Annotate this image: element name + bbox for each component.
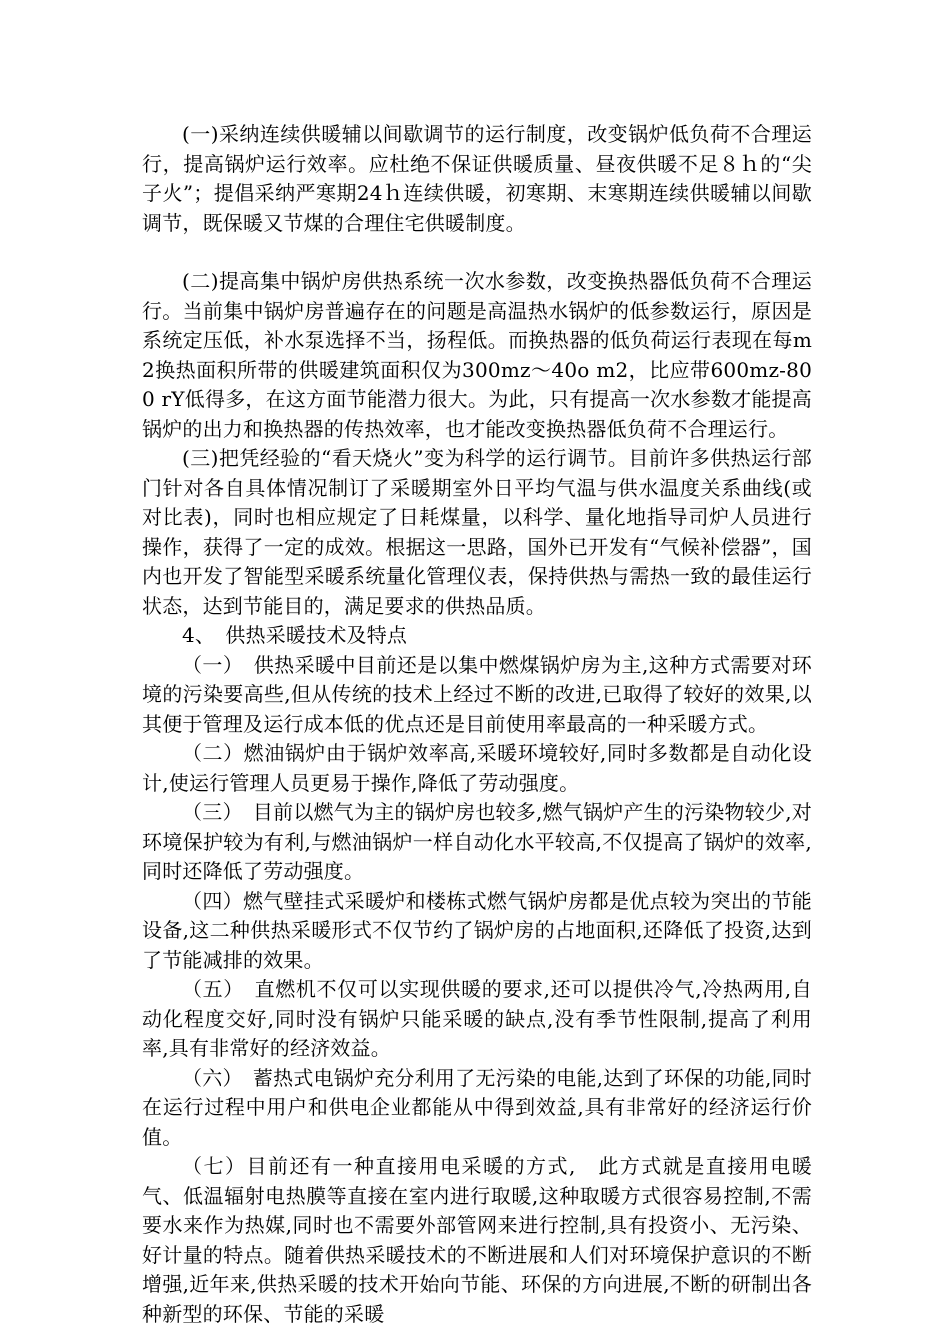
paragraph-direct-electric-heating: （七）目前还有一种直接用电采暖的方式, 此方式就是直接用电暖气、低温辐射电热膜等直接在室内进行取暖,这种取暖方式很容易控制,不需要水来作为热媒,同时也不需要外部管网来进行控制,具有投资小、无污染、好计量的特点。随着供热采暖技术的不断进展和人们对环境保护意识的不断增强,近年来,供热采暖的技术开始向节能、环保的方向进展,不断的研制出各种新型的环保、节能的采暖 <box>142 1154 812 1326</box>
paragraph-direct-fired-machine: （五） 直燃机不仅可以实现供暖的要求,还可以提供冷气,冷热两用,自动化程度交好,同时没有锅炉只能采暖的缺点,没有季节性限制,提高了利用率,具有非常好的经济效益。 <box>142 977 812 1060</box>
section-heading-heating-technology: 4、 供热采暖技术及特点 <box>182 623 408 647</box>
paragraph-coal-boiler: （一） 供热采暖中目前还是以集中燃煤锅炉房为主,这种方式需要对环境的污染要高些,但从传统的技术上经过不断的改进,已取得了较好的效果,以其便于管理及运行成本低的优点还是目前使用率最高的一种采暖方式。 <box>142 652 812 736</box>
document-body <box>142 120 812 1329</box>
paragraph-continuous-heating: (一)采纳连续供暖辅以间歇调节的运行制度，改变锅炉低负荷不合理运行，提高锅炉运行效率。应杜绝不保证供暖质量、昼夜供暖不足８ｈ的“尖子火”；提倡采纳严寒期24ｈ连续供暖，初寒期、末寒期连续供暖辅以间歇调节，既保暖又节煤的合理住宅供暖制度。 <box>142 122 812 235</box>
paragraph-primary-water-parameters: (二)提高集中锅炉房供热系统一次水参数，改变换热器低负荷不合理运行。当前集中锅炉房普遍存在的问题是高温热水锅炉的低参数运行，原因是系统定压低，补水泵选择不当，扬程低。而换热器的低负荷运行表现在每m2换热面积所带的供暖建筑面积仅为300mz～40o m2，比应带600mz-800 rY低得多，在这方面节能潜力很大。为此，只有提高一次水参数才能提高锅炉的出力和换热器的传热效率，也才能改变换热器低负荷不合理运行。 <box>142 269 812 441</box>
paragraph-scientific-regulation: (三)把凭经验的“看天烧火”变为科学的运行调节。目前许多供热运行部门针对各自具体情况制订了采暖期室外日平均气温与供水温度关系曲线(或对比表)，同时也相应规定了日耗煤量，以科学、量化地指导司炉人员进行操作，获得了一定的成效。根据这一思路，国外已开发有“气候补偿器”，国内也开发了智能型采暖系统量化管理仪表，保持供热与需热一致的最佳运行状态，达到节能目的，满足要求的供热品质。 <box>142 446 812 618</box>
paragraph-wall-hung-boiler: （四）燃气壁挂式采暖炉和楼栋式燃气锅炉房都是优点较为突出的节能设备,这二种供热采暖形式不仅节约了锅炉房的占地面积,还降低了投资,达到了节能减排的效果。 <box>142 888 812 972</box>
paragraph-oil-boiler: （二）燃油锅炉由于锅炉效率高,采暖环境较好,同时多数都是自动化设计,使运行管理人员更易于操作,降低了劳动强度。 <box>142 741 812 795</box>
paragraph-thermal-storage-boiler: （六） 蓄热式电锅炉充分利用了无污染的电能,达到了环保的功能,同时在运行过程中用户和供电企业都能从中得到效益,具有非常好的经济运行价值。 <box>142 1065 812 1149</box>
paragraph-gap <box>142 238 812 267</box>
paragraph-gas-boiler: （三） 目前以燃气为主的锅炉房也较多,燃气锅炉产生的污染物较少,对环境保护较为有利,与燃油锅炉一样自动化水平较高,不仅提高了锅炉的效率,同时还降低了劳动强度。 <box>142 800 812 883</box>
